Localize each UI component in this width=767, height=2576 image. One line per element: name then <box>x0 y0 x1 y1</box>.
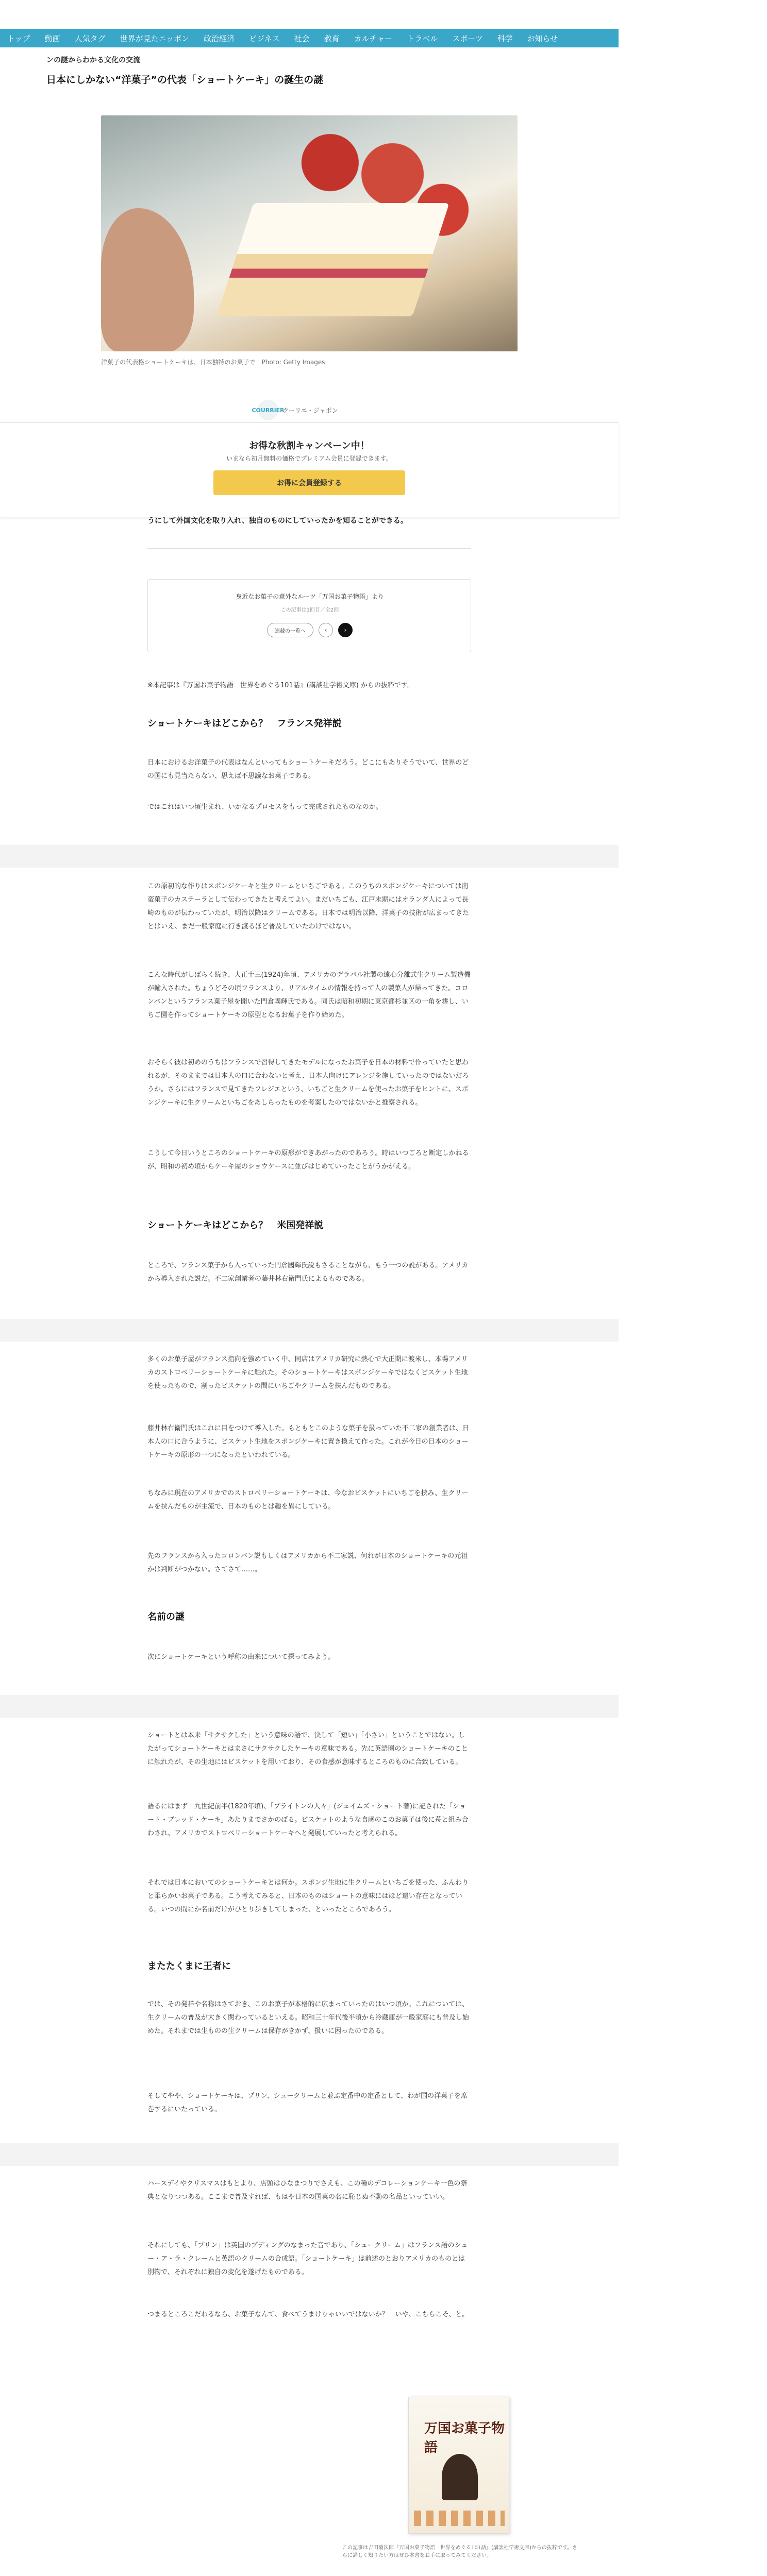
paragraph: 多くのお菓子屋がフランス指向を強めていく中、同店はアメリカ研究に熱心で大正期に渡米し、本場アメリカのストロベリーショートケーキに触れた。そのショートケーキはスポンジケーキではなくビスケット生地を使ったもので、割ったビスケットの間にいちごやクリームを挟んだものである。 <box>147 1355 468 1390</box>
heading-name: 名前の謎 <box>147 1612 185 1622</box>
nav-item-sports[interactable]: スポーツ <box>452 33 483 43</box>
article-title: 日本にしかない“洋菓子”の代表「ショートケーキ」の誕生の謎 <box>46 74 324 86</box>
hero-image <box>101 115 518 351</box>
paragraph: 藤井林右衛門氏はこれに目をつけて導入した。もともとこのような菓子を扱っていた不二家の創業者は、日本人の口に合うように、ビスケット生地をスポンジケーキに置き換えて作った。これが今日の日本のショートケーキの原形の一つになったといわれている。 <box>147 1425 470 1459</box>
hero-caption: 洋菓子の代表格ショートケーキは、日本独特のお菓子で Photo: Getty Images <box>101 359 325 366</box>
brand-logo: COURRiER <box>258 400 278 420</box>
article-cut-line: うにして外国文化を取り入れ、独自のものにしていったかを知ることができる。 <box>147 517 408 525</box>
divider <box>147 548 471 549</box>
paragraph: ハースデイやクリスマスはもとより、店頭はひなまつりでさえも、この種のデコレーションケーキ一色の祭典となりつつある。ここまで普及すれば、もはや日本の国菓の名に恥じぬ不動の名品といっていい。 <box>147 2180 468 2201</box>
paragraph: それでは日本においてのショートケーキとは何か。スポンジ生地に生クリームといちごを使った、ふんわりと柔らかいお菓子である。こう考えてみると、日本のものはショートの意味にはほど遠い存在となっている。いつの間にか名前だけがひとり歩きしてしまった、といったところであろう。 <box>147 1879 469 1913</box>
header <box>0 0 619 29</box>
nav-item-society[interactable]: 社会 <box>294 33 310 43</box>
prev-arrow-icon[interactable]: ‹ <box>319 623 333 637</box>
series-box <box>147 579 471 652</box>
paragraph: おそらく彼は初めのうちはフランスで習得してきたモデルになったお菓子を日本の材料で作っていたと思われるが、そのままでは日本人の口に合わないと考え、日本人向けにアレンジを施していったのではないだろうか。さらにはフランスで見てきたフレジエという、いちごと生クリームを使ったお菓子をヒントに、スポンジケーキに生クリームといちごをあしらったものを考案したのではないかと推察される。 <box>147 1059 469 1107</box>
article-kicker: ンの謎からわかる文化の交流 <box>46 56 140 64</box>
paragraph: この原初的な作りはスポンジケーキと生クリームといちごである。このうちのスポンジケーキについては南蛮菓子のカステーラとして伝わってきたと考えてよい。まだいちごも、江戸末期にはオランダ人によって長崎のものが伝わっていたが、明治以降はクリームである。日本では明治以降、洋菓子の技術が広まってきたとはいえ、まだ一般家庭に行き渡るほど普及していたわけではない。 <box>147 883 469 930</box>
paragraph: それにしても、「プリン」は英国のプディングのなまった音であり、「シュークリーム」はフランス語のシュー・ア・ラ・クレームと英語のクリームの合成語。「ショートケーキ」は前述のとおりアメリカのものとは別物で、それぞれに独自の変化を遂げたものである。 <box>147 2242 468 2276</box>
paragraph: ところで、フランス菓子から入っていった門倉國輝氏説もさることながら、もう一つの説がある。アメリカから導入された説だ。不二家創業者の藤井林右衛門氏によるものである。 <box>147 1262 469 1283</box>
nav-item-science[interactable]: 科学 <box>497 33 513 43</box>
source-note: ※本記事は『万国お菓子物語 世界をめぐる101話』(講談社学術文庫) からの抜粋です。 <box>147 682 414 689</box>
paragraph: 先のフランスから入ったコロンバン説もしくはアメリカから不二家説、何れが日本のショートケーキの元祖かは判断がつかない。さてさて……。 <box>147 1552 468 1573</box>
paragraph: では、その発祥や名称はさておき、このお菓子が本格的に広まっていったのはいつ頃か。これについては、生クリームの普及が大きく関わっているといえる。昭和三十年代後半頃から冷蔵庫が一般家庭にも普及し始めた。それまでは生ものの生クリームは保存がきかず、扱いに困ったのである。 <box>147 2001 469 2035</box>
heading-us: ショートケーキはどこから？ 米国発祥説 <box>147 1220 324 1231</box>
nav-item-top[interactable]: トップ <box>7 33 30 43</box>
paragraph: ではこれはいつ頃生まれ、いかなるプロセスをもって完成されたものなのか。 <box>147 803 382 811</box>
hero-cake-shape <box>216 203 449 316</box>
heading-king: またたくまに王者に <box>147 1961 231 1972</box>
series-title: 身近なお菓子の意外なルーツ「万国お菓子物語」より <box>236 593 384 600</box>
section-gap <box>0 1319 619 1342</box>
section-gap <box>0 845 619 868</box>
paragraph: こうして今日いうところのショートケーキの原形ができあがったのであろう。時はいつごろと断定しかねるが、昭和の初め頃からケーキ屋のショウケースに並びはじめていったことがうかがえる。 <box>147 1149 469 1171</box>
book-cover-pattern <box>414 2511 505 2526</box>
book-cover-image[interactable] <box>408 2397 509 2534</box>
section-gap <box>0 2143 619 2166</box>
paragraph: ちなみに現在のアメリカでのストロベリーショートケーキは、今なおビスケットにいちごを挟み、生クリームを挟んだものが主流で、日本のものとは趣を異にしている。 <box>147 1489 469 1511</box>
paragraph: 次にショートケーキという呼称の由来について探ってみよう。 <box>147 1653 335 1661</box>
nav-item-culture[interactable]: カルチャー <box>354 33 393 43</box>
nav-item-politics[interactable]: 政治経済 <box>204 33 235 43</box>
nav-item-news[interactable]: お知らせ <box>527 33 558 43</box>
register-button[interactable]: お得に会員登録する <box>213 470 405 495</box>
paragraph: そしてやや、ショートケーキは、プリン、シュークリームと並ぶ定番中の定番として、わが国の洋菓子を席巻するにいたっている。 <box>147 2092 468 2113</box>
paragraph: ショートとは本来「サクサクした」という意味の語で、決して「短い」「小さい」ということではない。したがってショートケーキとはまさにサクサクしたケーキの意味である。先に英語圏のショートケーキのことに触れたが、その生地にはビスケットを用いており、その食感が意味するところのものに合致している。 <box>147 1732 468 1766</box>
book-caption: この記事は吉田菊次郎『万国お菓子物語 世界をめぐる101話』(講談社学術文庫)からの抜粋です。さらに詳しく知りたい方はぜひ本書をお手に取ってみてください。 <box>342 2545 578 2558</box>
banner-title: お得な秋割キャンペーン中！ <box>249 440 370 451</box>
brand-name: クーリエ・ジャポン <box>282 406 338 414</box>
nav-item-video[interactable]: 動画 <box>44 33 60 43</box>
series-controls <box>148 623 472 637</box>
paragraph: つまるところこだわるなら、お菓子なんて、食べてうまけりゃいいではないか？ いや、こちらこそ、と。 <box>147 2311 469 2318</box>
nav-item-world[interactable]: 世界が見たニッポン <box>120 33 189 43</box>
paragraph: 日本におけるお洋菓子の代表はなんといってもショートケーキだろう。どこにもありそうでいて、世界のどの国にも見当たらない、思えば不思議なお菓子である。 <box>147 759 469 780</box>
section-gap <box>0 1695 619 1718</box>
nav-item-education[interactable]: 教育 <box>324 33 340 43</box>
paragraph: こんな時代がしばらく続き、大正十三(1924)年頃、アメリカのデラバル社製の遠心分離式生クリーム製造機が輸入された。ちょうどその頃フランスより、リアルタイムの情報を持って人の製菓人が帰ってきた。コロンバンというフランス菓子屋を開いた門倉國輝氏である。同氏は昭和初期に東京都杉並区の一角を耕し、いちご園を作ってショートケーキの原型となるお菓子を作り始めた。 <box>147 971 471 1019</box>
next-arrow-icon[interactable]: › <box>338 623 353 637</box>
series-count: この記事は1回目／全2回 <box>280 607 339 613</box>
book-cover-cake <box>442 2454 478 2500</box>
book-cover-title: 万国お菓子物語 <box>424 2421 505 2455</box>
heading-france: ショートケーキはどこから？ フランス発祥説 <box>147 718 342 729</box>
main-nav <box>0 29 619 47</box>
campaign-banner <box>0 422 619 517</box>
banner-subtitle: いまなら初月無料の価格でプレミアム会員に登録できます。 <box>226 455 392 462</box>
nav-item-business[interactable]: ビジネス <box>249 33 280 43</box>
nav-item-tags[interactable]: 人気タグ <box>74 33 106 43</box>
hero-hand-shape <box>101 208 194 351</box>
nav-item-travel[interactable]: トラベル <box>407 33 438 43</box>
brand-row <box>252 400 338 420</box>
paragraph: 語るにはまず十九世紀前半(1820年頃)、「ブライトンの人々」(ジェイムズ・ショート著)に記された「ショート・ブレッド・ケーキ」あたりまでさかのぼる。ビスケットのような食感のこのお菓子は後に苺と組み合わされ、アメリカでストロベリーショートケーキへと発展していったと考えられる。 <box>147 1803 469 1837</box>
series-list-button[interactable]: 連載の一覧へ <box>267 623 313 637</box>
